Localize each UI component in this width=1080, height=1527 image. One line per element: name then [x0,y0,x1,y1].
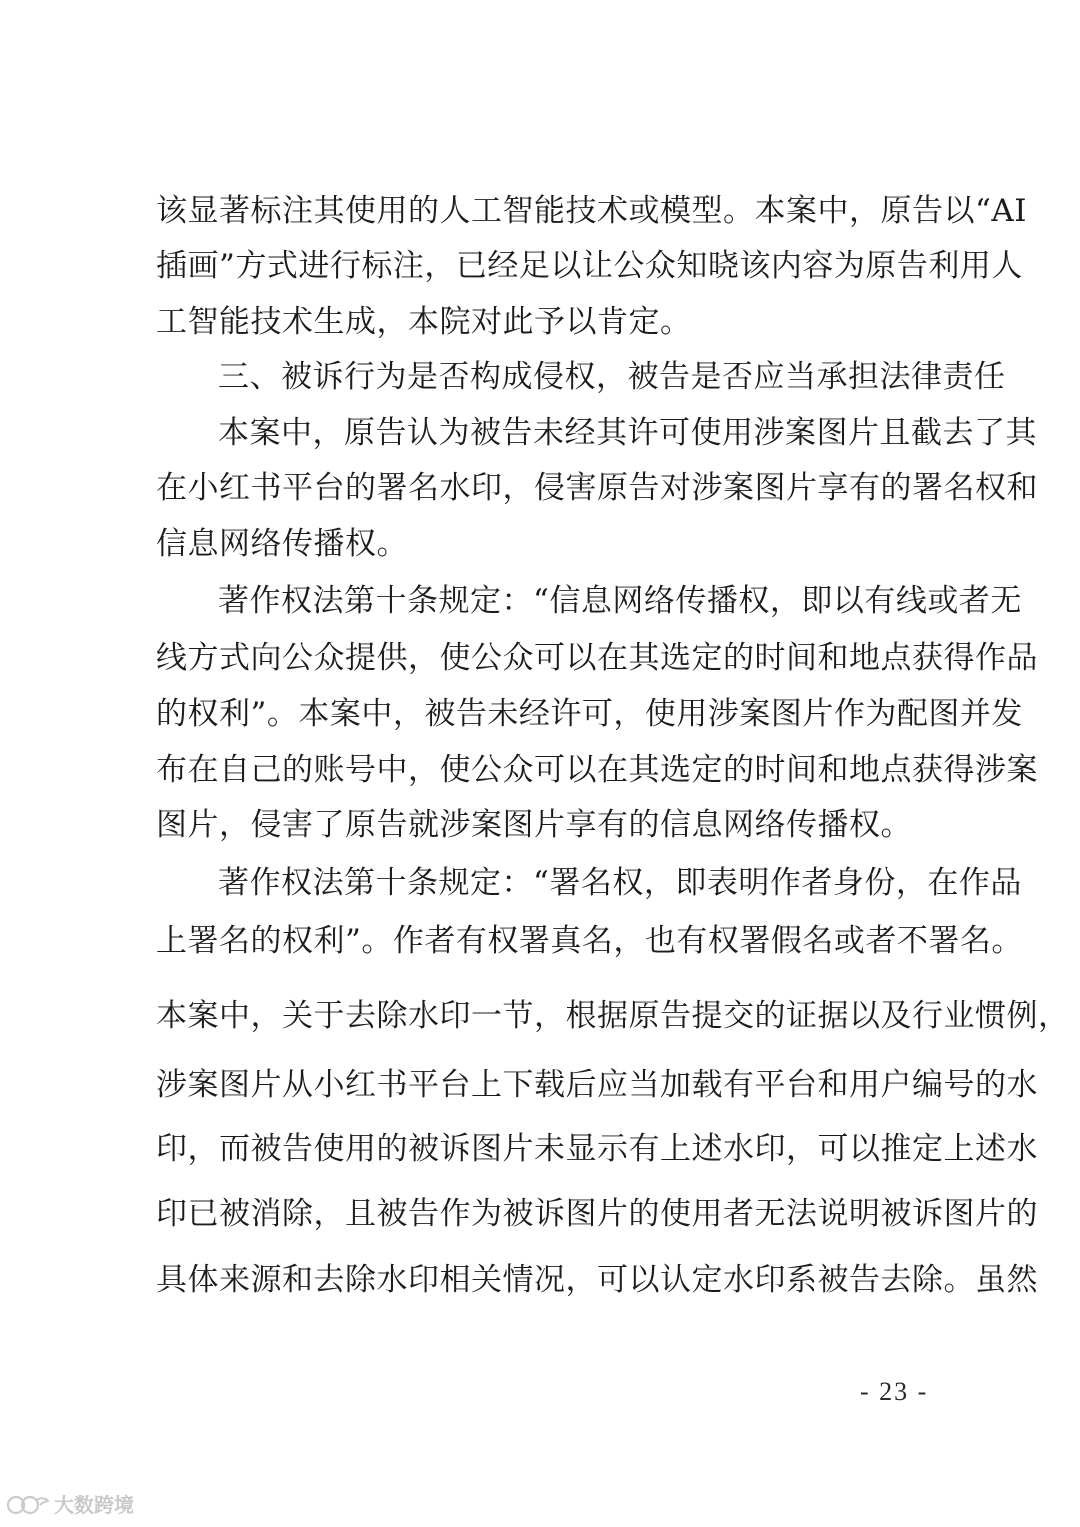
text-line: 的权利”。本案中，被告未经许可，使用涉案图片作为配图并发 [156,696,1023,732]
watermark-text: 大数跨境 [54,1493,134,1517]
text-line: 涉案图片从小红书平台上下载后应当加载有平台和用户编号的水 [156,1067,1038,1103]
text-line: 著作权法第十条规定：“署名权，即表明作者身份，在作品 [218,865,1022,901]
text-line: 具体来源和去除水印相关情况，可以认定水印系被告去除。虽然 [156,1262,1038,1298]
bird-logo-icon [6,1492,50,1518]
text-line: 插画”方式进行标注，已经足以让公众知晓该内容为原告利用人 [156,248,1023,284]
text-line: 印，而被告使用的被诉图片未显示有上述水印，可以推定上述水 [156,1131,1038,1167]
text-line: 布在自己的账号中，使公众可以在其选定的时间和地点获得涉案 [156,752,1038,788]
page-number: - 23 - [860,1377,929,1406]
text-line: 线方式向公众提供，使公众可以在其选定的时间和地点获得作品 [156,640,1038,676]
text-line: 著作权法第十条规定：“信息网络传播权，即以有线或者无 [218,583,1022,619]
text-line: 本案中，原告认为被告未经其许可使用涉案图片且截去了其 [218,415,1037,451]
text-line: 信息网络传播权。 [156,526,408,562]
text-line: 图片，侵害了原告就涉案图片享有的信息网络传播权。 [156,807,912,843]
text-line: 印已被消除，且被告作为被诉图片的使用者无法说明被诉图片的 [156,1196,1038,1232]
text-line: 该显著标注其使用的人工智能技术或模型。本案中，原告以“AI [156,193,1027,229]
section-heading: 三、被诉行为是否构成侵权，被告是否应当承担法律责任 [218,359,1006,395]
watermark [6,1490,134,1520]
text-line: 本案中，关于去除水印一节，根据原告提交的证据以及行业惯例， [156,998,1070,1034]
text-line: 在小红书平台的署名水印，侵害原告对涉案图片享有的署名权和 [156,470,1038,506]
text-line: 上署名的权利”。作者有权署真名，也有权署假名或者不署名。 [156,923,1023,959]
text-line: 工智能技术生成，本院对此予以肯定。 [156,304,692,340]
